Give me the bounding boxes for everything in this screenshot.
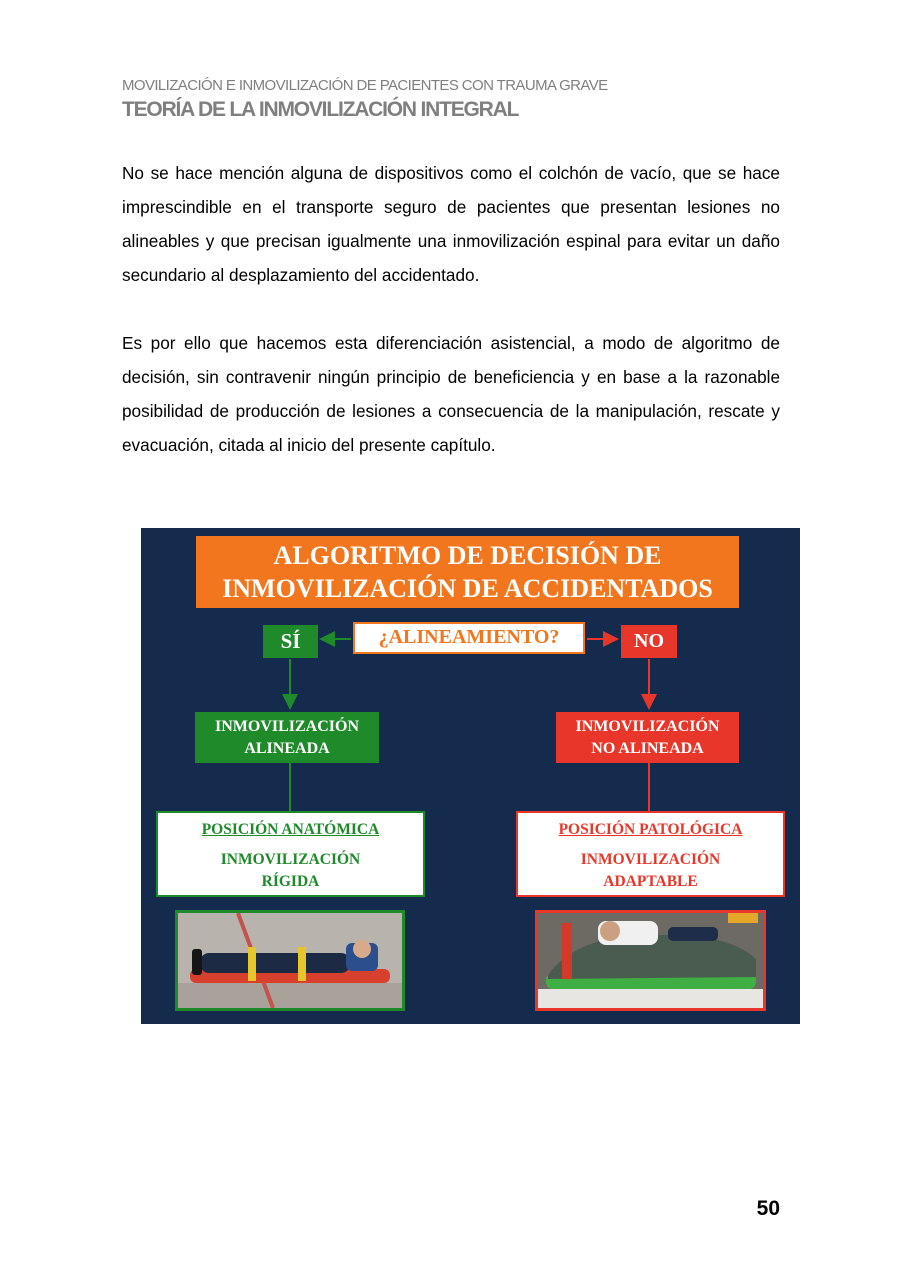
non-aligned-box-line1: INMOVILIZACIÓN	[575, 718, 720, 735]
alignment-question: ¿ALINEAMIENTO?	[353, 622, 585, 654]
yes-label: SÍ	[263, 625, 318, 658]
running-header-title: TEORÍA DE LA INMOVILIZACIÓN INTEGRAL	[122, 98, 519, 121]
aligned-box-line2: ALINEADA	[244, 740, 330, 757]
aligned-box-line1: INMOVILIZACIÓN	[214, 718, 359, 735]
figure-title-line2: INMOVILIZACIÓN DE ACCIDENTADOS	[222, 574, 713, 603]
rigid-line2: RÍGIDA	[261, 873, 320, 890]
running-header-subtitle: MOVILIZACIÓN E INMOVILIZACIÓN DE PACIENTES CON TRAUMA GRAVE	[122, 77, 608, 94]
pathological-position-box	[516, 811, 785, 897]
adaptable-line1: INMOVILIZACIÓN	[580, 851, 721, 868]
non-aligned-immobilization-box	[556, 712, 739, 763]
adaptable-line2: ADAPTABLE	[603, 873, 698, 890]
rigid-stretcher-photo	[175, 910, 405, 1011]
body-paragraph-1: No se hace mención alguna de dispositivos como el colchón de vacío, que se hace imprescindible en el transporte seguro de pacientes que presentan lesiones no alineables y que precisan igualmente una inmovilización espinal para evitar un daño secundario al desplazamiento del accidentado.	[122, 163, 780, 285]
figure-title	[196, 536, 739, 608]
rigid-line1: INMOVILIZACIÓN	[220, 851, 361, 868]
body-paragraph-2: Es por ello que hacemos esta diferenciación asistencial, a modo de algoritmo de decisión, sin contravenir ningún principio de beneficiencia y en base a la razonable posibilidad de producción de lesiones a consecuencia de la manipulación, rescate y evacuación, citada al inicio del presente capítulo.	[122, 333, 780, 455]
anatomical-position-heading: POSICIÓN ANATÓMICA	[201, 821, 380, 838]
vacuum-mattress-photo	[535, 910, 766, 1011]
aligned-immobilization-box	[195, 712, 379, 763]
no-label: NO	[621, 625, 677, 658]
non-aligned-box-line2: NO ALINEADA	[591, 740, 704, 757]
anatomical-position-box	[156, 811, 425, 897]
figure-title-line1: ALGORITMO DE DECISIÓN DE	[273, 541, 662, 570]
pathological-position-heading: POSICIÓN PATOLÓGICA	[558, 821, 743, 838]
decision-algorithm-figure	[141, 528, 800, 1024]
page-number: 50	[756, 1197, 780, 1220]
